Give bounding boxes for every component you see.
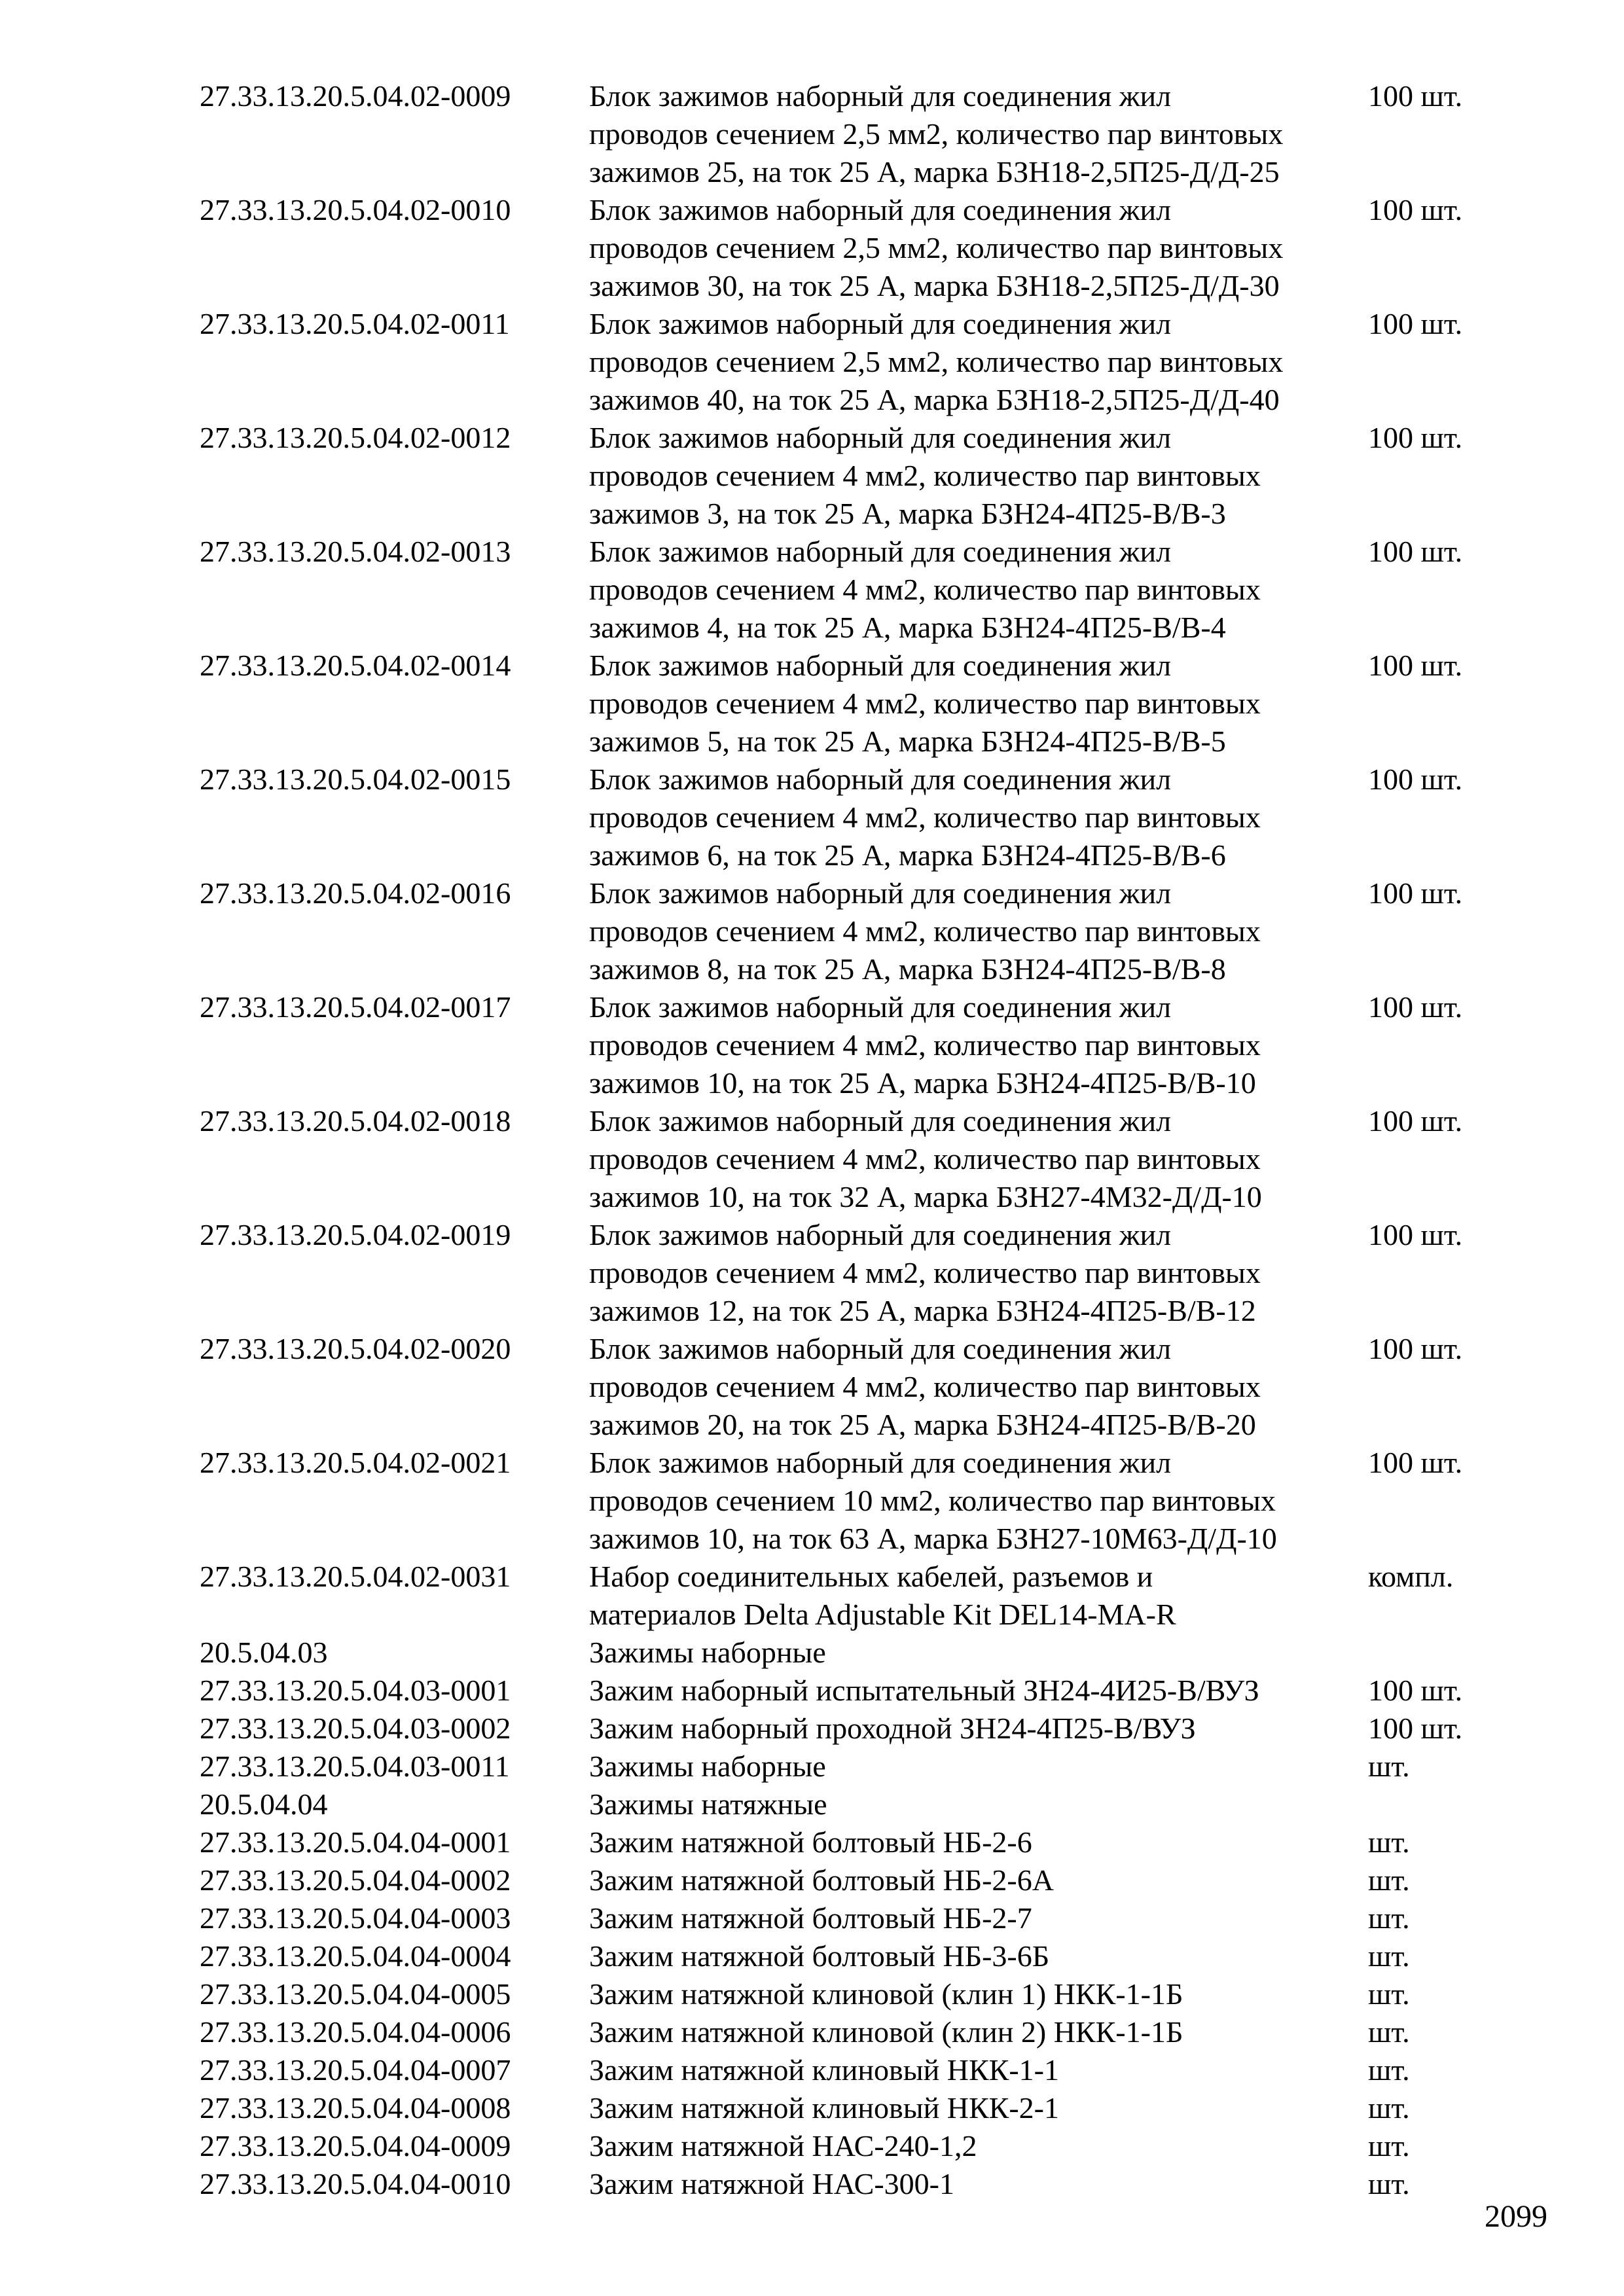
item-code: 27.33.13.20.5.04.02-0020: [200, 1332, 511, 1365]
list-item: [200, 1861, 1496, 1899]
description-line: Блок зажимов наборный для соединения жил: [589, 990, 1172, 1024]
list-item: [200, 2089, 1496, 2127]
item-unit: 100 шт.: [1368, 193, 1463, 226]
item-unit: шт.: [1368, 2015, 1410, 2049]
description-line: зажимов 8, на ток 25 А, марка БЗН24-4П25-В/В-8: [589, 952, 1226, 986]
item-unit: шт.: [1368, 1939, 1410, 1973]
description-line: проводов сечением 4 мм2, количество пар винтовых: [589, 687, 1261, 720]
item-unit: шт.: [1368, 2167, 1410, 2200]
description-line: проводов сечением 4 мм2, количество пар винтовых: [589, 1028, 1261, 1062]
list-item: [200, 305, 1496, 419]
list-item: [200, 988, 1496, 1102]
item-unit: 100 шт.: [1368, 1446, 1463, 1479]
list-item: [200, 761, 1496, 874]
description-line: проводов сечением 4 мм2, количество пар винтовых: [589, 459, 1261, 492]
item-unit: 100 шт.: [1368, 762, 1463, 796]
description-line: Блок зажимов наборный для соединения жил: [589, 535, 1172, 568]
description-line: проводов сечением 2,5 мм2, количество пар винтовых: [589, 231, 1284, 264]
description-line: проводов сечением 4 мм2, количество пар винтовых: [589, 800, 1261, 834]
description-line: Зажим натяжной НАС-240-1,2: [589, 2129, 977, 2162]
item-unit: компл.: [1368, 1560, 1454, 1593]
item-description: [589, 2013, 1368, 2051]
item-description: [589, 2165, 1368, 2203]
description-line: Блок зажимов наборный для соединения жил: [589, 1446, 1172, 1479]
description-line: проводов сечением 4 мм2, количество пар винтовых: [589, 1256, 1261, 1289]
description-line: Зажимы натяжные: [589, 1787, 827, 1821]
description-line: Блок зажимов наборный для соединения жил: [589, 1332, 1172, 1365]
item-unit: 100 шт.: [1368, 1674, 1463, 1707]
item-unit: шт.: [1368, 2091, 1410, 2125]
item-code: 27.33.13.20.5.04.02-0010: [200, 193, 511, 226]
description-line: зажимов 10, на ток 63 А, марка БЗН27-10М63-Д/Д-10: [589, 1522, 1277, 1555]
list-item: [200, 2165, 1496, 2203]
description-line: Зажимы наборные: [589, 1636, 826, 1669]
item-description: [589, 1672, 1368, 1710]
description-line: Зажим наборный проходной ЗН24-4П25-В/ВУЗ: [589, 1712, 1196, 1745]
item-code: 27.33.13.20.5.04.04-0007: [200, 2053, 511, 2087]
description-line: проводов сечением 10 мм2, количество пар винтовых: [589, 1484, 1276, 1517]
item-description: [589, 988, 1368, 1102]
description-line: зажимов 30, на ток 25 А, марка БЗН18-2,5П25-Д/Д-30: [589, 269, 1280, 302]
item-code: 27.33.13.20.5.04.02-0018: [200, 1104, 511, 1138]
list-item: [200, 1823, 1496, 1861]
item-description: [589, 191, 1368, 305]
description-line: Зажим натяжной клиновой (клин 1) НКК-1-1Б: [589, 1977, 1183, 2011]
item-code: 27.33.13.20.5.04.02-0009: [200, 79, 511, 113]
description-line: Блок зажимов наборный для соединения жил: [589, 1104, 1172, 1138]
list-item: [200, 191, 1496, 305]
page-number: 2099: [1485, 2199, 1547, 2234]
list-item: [200, 1899, 1496, 1937]
item-description: [589, 1975, 1368, 2013]
description-line: Блок зажимов наборный для соединения жил: [589, 79, 1172, 113]
list-item: [200, 419, 1496, 533]
description-line: зажимов 10, на ток 32 А, марка БЗН27-4М32-Д/Д-10: [589, 1180, 1262, 1213]
item-description: [589, 1216, 1368, 1330]
item-description: [589, 1444, 1368, 1558]
list-item: [200, 1937, 1496, 1975]
item-description: [589, 1748, 1368, 1785]
item-unit: 100 шт.: [1368, 649, 1463, 682]
item-code: 27.33.13.20.5.04.04-0008: [200, 2091, 511, 2125]
list-item: [200, 1444, 1496, 1558]
description-line: Блок зажимов наборный для соединения жил: [589, 307, 1172, 340]
item-description: [589, 1102, 1368, 1216]
description-line: зажимов 5, на ток 25 А, марка БЗН24-4П25-В/В-5: [589, 725, 1226, 758]
item-unit: 100 шт.: [1368, 421, 1463, 454]
description-line: Набор соединительных кабелей, разъемов и: [589, 1560, 1153, 1593]
description-line: зажимов 20, на ток 25 А, марка БЗН24-4П25-В/В-20: [589, 1408, 1256, 1441]
item-description: [589, 1634, 1368, 1672]
description-line: Блок зажимов наборный для соединения жил: [589, 193, 1172, 226]
description-line: Блок зажимов наборный для соединения жил: [589, 421, 1172, 454]
item-code: 27.33.13.20.5.04.04-0006: [200, 2015, 511, 2049]
item-description: [589, 1558, 1368, 1634]
item-description: [589, 1710, 1368, 1748]
item-unit: 100 шт.: [1368, 1218, 1463, 1251]
item-description: [589, 1937, 1368, 1975]
item-description: [589, 305, 1368, 419]
item-description: [589, 2089, 1368, 2127]
description-line: Зажим натяжной болтовый НБ-2-7: [589, 1901, 1032, 1935]
list-item: [200, 1785, 1496, 1823]
description-line: Зажим наборный испытательный ЗН24-4И25-В/ВУЗ: [589, 1674, 1259, 1707]
description-line: проводов сечением 2,5 мм2, количество пар винтовых: [589, 345, 1284, 378]
list-item: [200, 1634, 1496, 1672]
item-description: [589, 647, 1368, 761]
description-line: Блок зажимов наборный для соединения жил: [589, 876, 1172, 910]
description-line: Зажим натяжной НАС-300-1: [589, 2167, 954, 2200]
item-unit: шт.: [1368, 1863, 1410, 1897]
item-description: [589, 1785, 1368, 1823]
list-item: [200, 1748, 1496, 1785]
item-description: [589, 874, 1368, 988]
description-line: Зажим натяжной клиновый НКК-2-1: [589, 2091, 1059, 2125]
description-line: Зажимы наборные: [589, 1749, 826, 1783]
item-code: 27.33.13.20.5.04.04-0010: [200, 2167, 511, 2200]
list-item: [200, 1710, 1496, 1748]
description-line: зажимов 12, на ток 25 А, марка БЗН24-4П25-В/В-12: [589, 1294, 1256, 1327]
item-code: 20.5.04.04: [200, 1787, 328, 1821]
description-line: Зажим натяжной клиновый НКК-1-1: [589, 2053, 1059, 2087]
item-unit: шт.: [1368, 2053, 1410, 2087]
description-line: проводов сечением 4 мм2, количество пар винтовых: [589, 914, 1261, 948]
item-code: 27.33.13.20.5.04.02-0011: [200, 307, 510, 340]
description-line: проводов сечением 4 мм2, количество пар винтовых: [589, 1142, 1261, 1175]
description-line: зажимов 40, на ток 25 А, марка БЗН18-2,5П25-Д/Д-40: [589, 383, 1280, 416]
item-description: [589, 1823, 1368, 1861]
item-description: [589, 2051, 1368, 2089]
item-code: 27.33.13.20.5.04.03-0001: [200, 1674, 511, 1707]
item-code: 27.33.13.20.5.04.03-0011: [200, 1749, 510, 1783]
item-code: 27.33.13.20.5.04.04-0005: [200, 1977, 511, 2011]
item-code: 27.33.13.20.5.04.02-0014: [200, 649, 511, 682]
item-unit: шт.: [1368, 1977, 1410, 2011]
description-line: Блок зажимов наборный для соединения жил: [589, 762, 1172, 796]
item-description: [589, 77, 1368, 191]
description-line: Блок зажимов наборный для соединения жил: [589, 649, 1172, 682]
item-code: 27.33.13.20.5.04.02-0012: [200, 421, 511, 454]
description-line: проводов сечением 2,5 мм2, количество пар винтовых: [589, 117, 1284, 151]
description-line: материалов Delta Adjustable Kit DEL14-MA-R: [589, 1598, 1176, 1631]
description-line: зажимов 10, на ток 25 А, марка БЗН24-4П25-В/В-10: [589, 1066, 1256, 1100]
list-item: [200, 1216, 1496, 1330]
item-unit: шт.: [1368, 2129, 1410, 2162]
item-unit: 100 шт.: [1368, 307, 1463, 340]
item-code: 20.5.04.03: [200, 1636, 328, 1669]
item-unit: 100 шт.: [1368, 1104, 1463, 1138]
item-description: [589, 1330, 1368, 1444]
item-code: 27.33.13.20.5.04.02-0021: [200, 1446, 511, 1479]
list-item: [200, 77, 1496, 191]
item-description: [589, 419, 1368, 533]
description-line: Зажим натяжной болтовый НБ-3-6Б: [589, 1939, 1050, 1973]
list-item: [200, 1102, 1496, 1216]
item-code: 27.33.13.20.5.04.02-0017: [200, 990, 511, 1024]
list-item: [200, 2127, 1496, 2165]
item-unit: 100 шт.: [1368, 79, 1463, 113]
item-code: 27.33.13.20.5.04.04-0002: [200, 1863, 511, 1897]
description-line: Блок зажимов наборный для соединения жил: [589, 1218, 1172, 1251]
description-line: зажимов 4, на ток 25 А, марка БЗН24-4П25-В/В-4: [589, 611, 1226, 644]
resource-list: [200, 77, 1496, 2203]
item-description: [589, 1861, 1368, 1899]
item-unit: 100 шт.: [1368, 876, 1463, 910]
description-line: Зажим натяжной болтовый НБ-2-6: [589, 1825, 1032, 1859]
item-code: 27.33.13.20.5.04.02-0015: [200, 762, 511, 796]
description-line: Зажим натяжной клиновой (клин 2) НКК-1-1Б: [589, 2015, 1183, 2049]
item-code: 27.33.13.20.5.04.02-0013: [200, 535, 511, 568]
item-code: 27.33.13.20.5.04.02-0016: [200, 876, 511, 910]
item-description: [589, 1899, 1368, 1937]
list-item: [200, 533, 1496, 647]
list-item: [200, 647, 1496, 761]
item-code: 27.33.13.20.5.04.04-0009: [200, 2129, 511, 2162]
description-line: зажимов 6, на ток 25 А, марка БЗН24-4П25-В/В-6: [589, 838, 1226, 872]
list-item: [200, 2013, 1496, 2051]
item-code: 27.33.13.20.5.04.04-0003: [200, 1901, 511, 1935]
description-line: зажимов 25, на ток 25 А, марка БЗН18-2,5П25-Д/Д-25: [589, 155, 1280, 188]
item-code: 27.33.13.20.5.04.03-0002: [200, 1712, 511, 1745]
item-description: [589, 761, 1368, 874]
list-item: [200, 1672, 1496, 1710]
item-code: 27.33.13.20.5.04.04-0001: [200, 1825, 511, 1859]
item-code: 27.33.13.20.5.04.04-0004: [200, 1939, 511, 1973]
list-item: [200, 1558, 1496, 1634]
item-unit: 100 шт.: [1368, 990, 1463, 1024]
item-code: 27.33.13.20.5.04.02-0031: [200, 1560, 511, 1593]
item-unit: шт.: [1368, 1749, 1410, 1783]
item-unit: 100 шт.: [1368, 535, 1463, 568]
item-unit: шт.: [1368, 1825, 1410, 1859]
item-unit: 100 шт.: [1368, 1332, 1463, 1365]
list-item: [200, 2051, 1496, 2089]
description-line: проводов сечением 4 мм2, количество пар винтовых: [589, 573, 1261, 606]
list-item: [200, 874, 1496, 988]
description-line: зажимов 3, на ток 25 А, марка БЗН24-4П25-В/В-3: [589, 497, 1226, 530]
item-description: [589, 2127, 1368, 2165]
item-unit: шт.: [1368, 1901, 1410, 1935]
item-code: 27.33.13.20.5.04.02-0019: [200, 1218, 511, 1251]
description-line: Зажим натяжной болтовый НБ-2-6А: [589, 1863, 1054, 1897]
list-item: [200, 1330, 1496, 1444]
item-description: [589, 533, 1368, 647]
list-item: [200, 1975, 1496, 2013]
description-line: проводов сечением 4 мм2, количество пар винтовых: [589, 1370, 1261, 1403]
item-unit: 100 шт.: [1368, 1712, 1463, 1745]
